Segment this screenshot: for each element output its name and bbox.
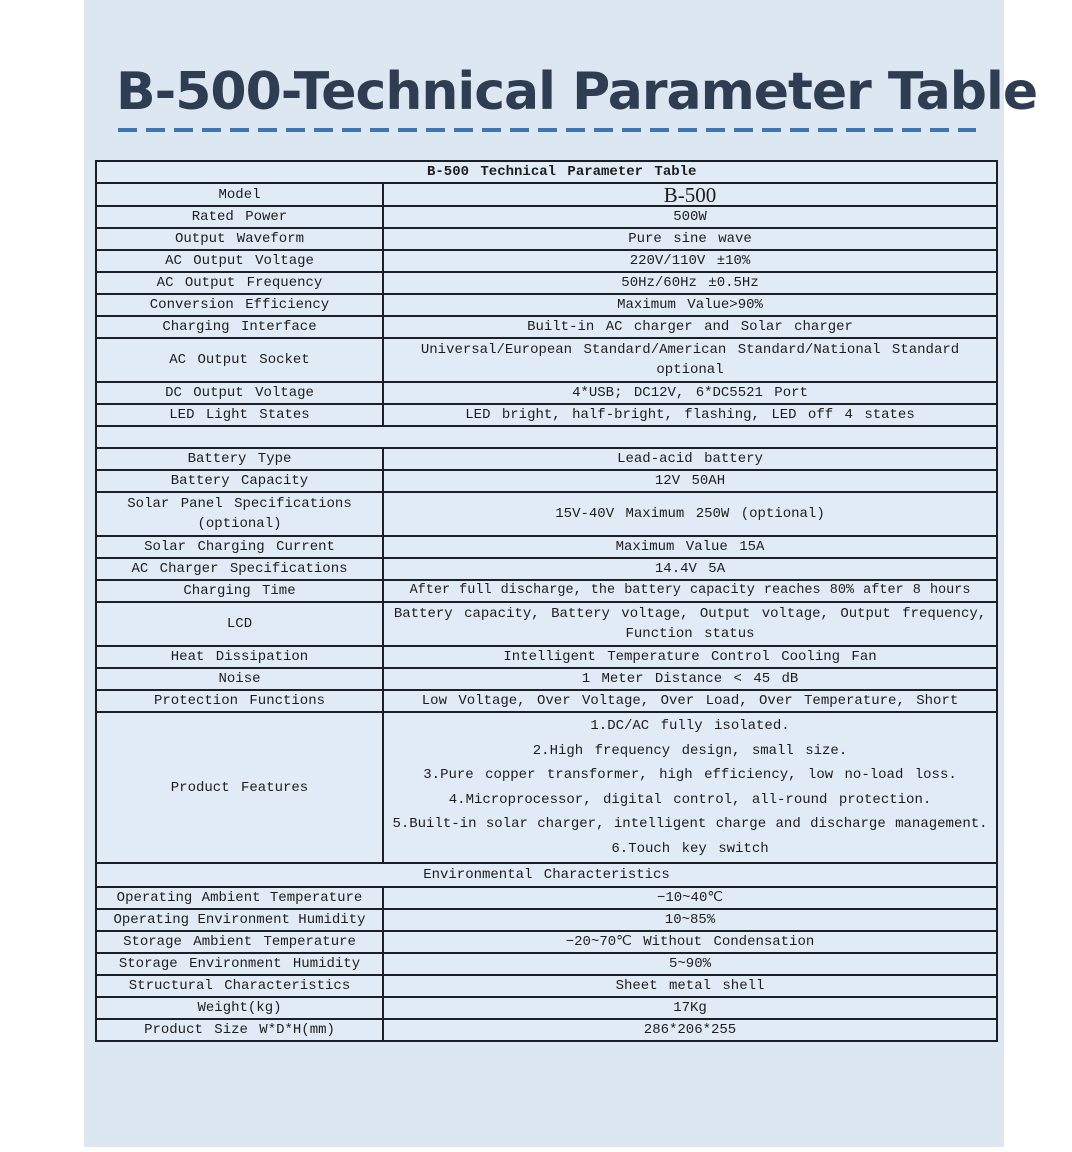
param-label: Output Waveform (96, 228, 383, 250)
table-row (96, 206, 997, 228)
param-label: Solar Charging Current (96, 536, 383, 558)
param-value: 500W (383, 206, 997, 228)
param-label: AC Output Frequency (96, 272, 383, 294)
param-label: Storage Ambient Temperature (96, 931, 383, 953)
table-row (96, 250, 997, 272)
param-value: LED bright, half-bright, flashing, LED off 4 states (383, 404, 997, 426)
param-value: 5~90% (383, 953, 997, 975)
param-label: Product Features (96, 712, 383, 863)
param-label: AC Output Voltage (96, 250, 383, 272)
param-value: 14.4V 5A (383, 558, 997, 580)
param-label: LED Light States (96, 404, 383, 426)
param-value: Sheet metal shell (383, 975, 997, 997)
table-row (96, 1019, 997, 1041)
table-caption: B-500 Technical Parameter Table (96, 161, 997, 183)
table-row (96, 997, 997, 1019)
table-row (96, 690, 997, 712)
param-value: 12V 50AH (383, 470, 997, 492)
feature-item: 6.Touch key switch (611, 840, 769, 857)
param-value: Low Voltage, Over Voltage, Over Load, Over Temperature, Short (383, 690, 997, 712)
technical-parameter-table (95, 160, 998, 1042)
param-value: 220V/110V ±10% (383, 250, 997, 272)
table-caption-row (96, 161, 997, 183)
param-value: Maximum Value 15A (383, 536, 997, 558)
param-label: Rated Power (96, 206, 383, 228)
table-row (96, 975, 997, 997)
param-value: 17Kg (383, 997, 997, 1019)
param-label: Structural Characteristics (96, 975, 383, 997)
param-value: 4*USB; DC12V, 6*DC5521 Port (383, 382, 997, 404)
table-row (96, 536, 997, 558)
param-value: −20~70℃ Without Condensation (383, 931, 997, 953)
param-label: AC Output Socket (96, 338, 383, 382)
title-dashed-divider (118, 128, 976, 132)
page-title: B-500-Technical Parameter Table (116, 62, 1038, 122)
feature-item: 2.High frequency design, small size. (532, 742, 848, 759)
param-label: Heat Dissipation (96, 646, 383, 668)
param-label: Charging Interface (96, 316, 383, 338)
table-row (96, 887, 997, 909)
param-value: 1 Meter Distance < 45 dB (383, 668, 997, 690)
table-row (96, 470, 997, 492)
param-label: Weight(kg) (96, 997, 383, 1019)
param-value: 10~85% (383, 909, 997, 931)
empty-cell (96, 426, 997, 448)
table-row (96, 448, 997, 470)
table-row (96, 580, 997, 602)
table-row (96, 558, 997, 580)
param-label: AC Charger Specifications (96, 558, 383, 580)
param-label: Noise (96, 668, 383, 690)
table-row (96, 228, 997, 250)
feature-item: 4.Microprocessor, digital control, all-round protection. (448, 791, 932, 808)
param-value: Lead-acid battery (383, 448, 997, 470)
param-label: DC Output Voltage (96, 382, 383, 404)
param-value: Battery capacity, Battery voltage, Output voltage, Output frequency, Function status (383, 602, 997, 646)
param-label: Protection Functions (96, 690, 383, 712)
param-label: Operating Ambient Temperature (96, 887, 383, 909)
param-label: Operating Environment Humidity (96, 909, 383, 931)
param-label: Battery Type (96, 448, 383, 470)
param-label: Solar Panel Specifications (optional) (96, 492, 383, 536)
param-value: Pure sine wave (383, 228, 997, 250)
feature-item: 3.Pure copper transformer, high efficiency, low no-load loss. (423, 767, 957, 783)
environmental-heading: Environmental Characteristics (96, 863, 997, 887)
param-value: Universal/European Standard/American Standard/National Standard optional (383, 338, 997, 382)
param-value: 286*206*255 (383, 1019, 997, 1041)
table-row (96, 338, 997, 382)
param-value: 50Hz/60Hz ±0.5Hz (383, 272, 997, 294)
feature-item: 5.Built-in solar charger, intelligent charge and discharge management. (392, 816, 988, 832)
param-value: After full discharge, the battery capacity reaches 80% after 8 hours (383, 580, 997, 602)
param-label: Charging Time (96, 580, 383, 602)
table-row (96, 316, 997, 338)
param-label: Product Size W*D*H(mm) (96, 1019, 383, 1041)
table-row (96, 294, 997, 316)
table-row (96, 382, 997, 404)
table-row (96, 602, 997, 646)
section-heading-row (96, 863, 997, 887)
model-value: B-500 (383, 183, 997, 206)
table-row (96, 183, 997, 206)
param-value: Intelligent Temperature Control Cooling Fan (383, 646, 997, 668)
feature-item: 1.DC/AC fully isolated. (590, 718, 790, 734)
param-value: 15V-40V Maximum 250W (optional) (383, 492, 997, 536)
param-label: Storage Environment Humidity (96, 953, 383, 975)
table-row (96, 646, 997, 668)
param-label: Conversion Efficiency (96, 294, 383, 316)
table-row (96, 272, 997, 294)
table-spacer-row (96, 426, 997, 448)
param-value: Built-in AC charger and Solar charger (383, 316, 997, 338)
param-label: Battery Capacity (96, 470, 383, 492)
table-row (96, 492, 997, 536)
table-row (96, 668, 997, 690)
param-label: Model (96, 183, 383, 206)
table-row (96, 953, 997, 975)
table-row (96, 931, 997, 953)
table-row (96, 404, 997, 426)
product-features-row (96, 712, 997, 863)
param-value: −10~40℃ (383, 887, 997, 909)
param-label: LCD (96, 602, 383, 646)
table-row (96, 909, 997, 931)
product-features-list (383, 712, 997, 863)
param-value: Maximum Value>90% (383, 294, 997, 316)
